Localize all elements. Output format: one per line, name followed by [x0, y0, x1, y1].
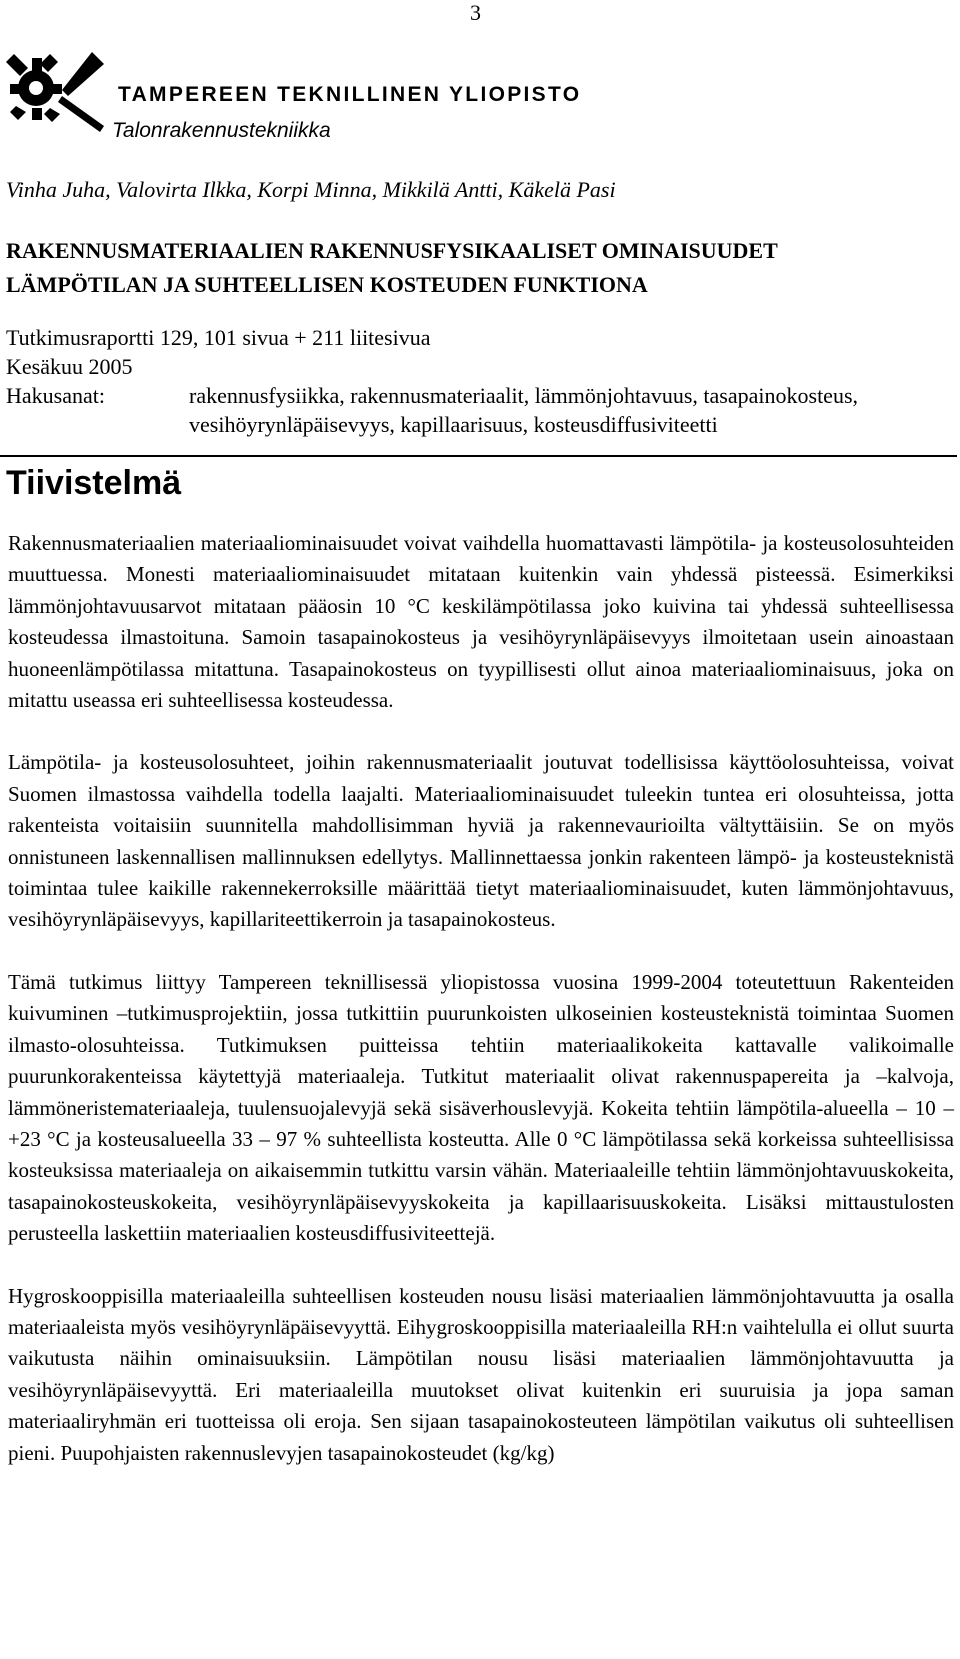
keywords-label: Hakusanat: [6, 383, 105, 408]
university-name: TAMPEREEN TEKNILLINEN YLIOPISTO [118, 83, 582, 106]
paragraph: Tämä tutkimus liittyy Tampereen teknillisessä yliopistossa vuosina 1999-2004 toteutettuun Rakenteiden kuivuminen –tutkimusprojektiin, jossa tutkittiin puurunkoisten ulkoseinien kosteusteknistä toimintaa Suomen ilmasto-olosuhteissa. Tutkimuksen puitteissa tehtiin materiaalikokeita kattavalle valikoimalle puurunkorakenteissa käytettyjä materiaaleja. Tutkitut materiaalit olivat rakennuspapereita ja –kalvoja, lämmöneristemateriaaleja, tuulensuojalevyjä sekä sisäverhouslevyjä. Kokeita tehtiin lämpötila-alueella – 10 – +23 °C ja kosteusalueella 33 – 97 % suhteellista kosteutta. Alle 0 °C lämpötilassa sekä korkeissa suhteellisissa kosteuksissa materiaaleja on aikaisemmin tutkittu varsin vähän. Materiaaleille tehtiin lämmönjohtavuuskokeita, tasapainokosteuskokeita, vesihöyrynläpäisevyyskokeita ja kapillaarisuuskokeita. Lisäksi mittaustulosten perusteella laskettiin materiaalien kosteusdiffusiviteettejä. [8, 969, 954, 1246]
report-title [6, 234, 778, 302]
report-info: Tutkimusraportti 129, 101 sivua + 211 liitesivua [6, 325, 431, 350]
section-heading: Tiivistelmä [6, 464, 182, 502]
page-number: 3 [470, 0, 481, 25]
authors: Vinha Juha, Valovirta Ilkka, Korpi Minna, Mikkilä Antti, Käkelä Pasi [6, 177, 616, 202]
paragraph: Lämpötila- ja kosteusolosuhteet, joihin rakennusmateriaalit joutuvat todellisissa käyttöolosuhteissa, voivat Suomen ilmastossa vaihdella todella laajalti. Materiaaliominaisuudet tuleekin tuntea eri olosuhteissa, jotta rakenteista voitaisiin suunnitella mahdollisimman hyviä ja rakennevaurioilta vältyttäisiin. Se on myös onnistuneen laskennallisen mallinnuksen edellytys. Mallinnettaessa jonkin rakenteen lämpö- ja kosteusteknistä toimintaa tulee kaikille rakennekerroksille määrittää tietyt materiaaliominaisuudet, kuten lämmönjohtavuus, vesihöyrynläpäisevyys, kapillariteettikerroin ja tasapainokosteus. [8, 750, 954, 932]
paragraph: Rakennusmateriaalien materiaaliominaisuudet voivat vaihdella huomattavasti lämpötila- ja kosteusolosuhteiden muuttuessa. Monesti materiaaliominaisuudet mitataan kuitenkin vain yhdessä pisteessä. Esimerkiksi lämmönjohtavuusarvot mitataan pääosin 10 °C keskilämpötilassa joko kuivina tai yhdessä suhteellisessa kosteudessa ilmastoituna. Samoin tasapainokosteus ja vesihöyrynläpäisevyys ilmoitetaan usein ainoastaan huoneenlämpötilassa mitattuna. Tasapainokosteus on tyypillisesti ollut ainoa materiaaliominaisuus, joka on mitattu useassa eri suhteellisessa kosteudessa. [8, 531, 954, 713]
department-name: Talonrakennustekniikka [112, 119, 331, 142]
paragraph: Hygroskooppisilla materiaaleilla suhteellisen kosteuden nousu lisäsi materiaalien lämmönjohtavuutta ja osalla materiaaleista myös vesihöyrynläpäisevyyttä. Eihygroskooppisilla materiaaleilla RH:n vaihtelulla ei ollut suurta vaikutusta näihin ominaisuuksiin. Lämpötilan nousu lisäsi materiaalien lämmönjohtavuutta ja vesihöyrynläpäisevyyttä. Eri materiaaleilla muutokset olivat kuitenkin eri suuruisia ja jopa saman materiaaliryhmän eri tuotteissa oli eroja. Sen sijaan tasapainokosteuteen lämpötilan vaikutus oli suhteellisen pieni. Puupohjaisten rakennuslevyjen tasapainokosteudet (kg/kg) [8, 1283, 954, 1465]
horizontal-rule [0, 455, 957, 457]
report-meta [6, 323, 951, 439]
report-title-line-1: RAKENNUSMATERIAALIEN RAKENNUSFYSIKAALISET OMINAISUUDET [6, 238, 778, 263]
university-logo [6, 50, 626, 150]
keywords-value: rakennusfysiikka, rakennusmateriaalit, lämmönjohtavuus, tasapainokosteus, vesihöyrynläpäisevyys, kapillaarisuus, kosteusdiffusiviteetti [189, 383, 859, 437]
keywords-row [6, 381, 951, 439]
report-title-line-2: LÄMPÖTILAN JA SUHTEELLISEN KOSTEUDEN FUNKTIONA [6, 272, 648, 297]
report-date: Kesäkuu 2005 [6, 354, 133, 379]
abstract-body [8, 528, 954, 1500]
tut-gear-logo-icon [6, 50, 106, 132]
